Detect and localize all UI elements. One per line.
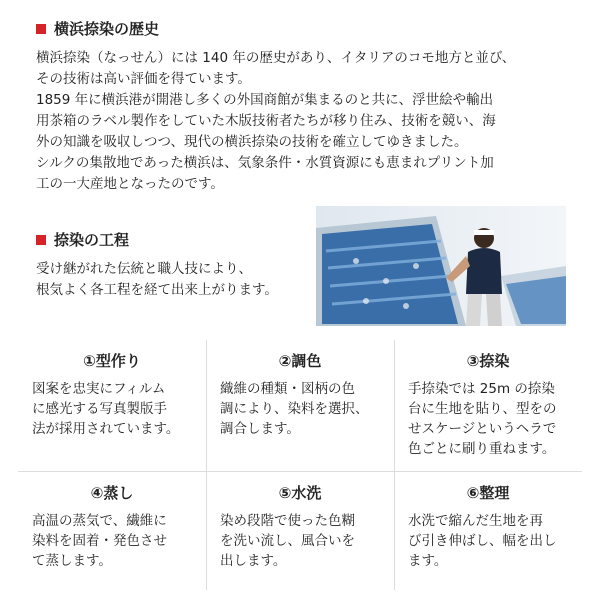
step-line: ます。 [408, 553, 448, 569]
step-card [206, 482, 394, 571]
step-line: を洗い流し、風合いを [220, 533, 355, 549]
step-line: て蒸します。 [32, 553, 112, 569]
step-line: 染め段階で使った色糊 [220, 513, 355, 529]
step-title: ③捺染 [466, 352, 510, 370]
process-line: 根気よく各工程を経て出来上がります。 [36, 282, 278, 298]
step-line: に感光する写真製版手 [32, 401, 167, 417]
step-line: 出します。 [220, 553, 287, 569]
printing-worker-illustration [316, 206, 566, 326]
red-square-icon [36, 235, 46, 245]
process-line: 受け継がれた伝統と職人技により、 [36, 261, 252, 277]
step-line: 調により、染料を選択、 [220, 401, 369, 417]
process-paragraph [36, 259, 306, 301]
history-line: 用茶箱のラベル製作をしていた木版技術者たちが移り住み、技術を競い、海 [36, 113, 496, 129]
step-card [206, 350, 394, 439]
step-card [394, 350, 582, 459]
step-line: せスケージというヘラで [408, 421, 557, 437]
step-line: 手捺染では 25m の捺染 [408, 381, 555, 397]
process-section-title [36, 229, 129, 250]
red-square-icon [36, 24, 46, 34]
step-line: 調合します。 [220, 421, 300, 437]
history-line: 外の知識を吸収しつつ、現代の横浜捺染の技術を確立してゆきました。 [36, 134, 468, 150]
step-card [18, 350, 206, 439]
workshop-photo [316, 206, 566, 326]
step-line: 織維の種類・図柄の色 [220, 381, 355, 397]
history-section-title [36, 18, 159, 39]
step-line: 水洗で縮んだ生地を再 [408, 513, 543, 529]
process-steps-grid [18, 340, 582, 590]
step-card [18, 482, 206, 571]
history-line: その技術は高い評価を得ています。 [36, 71, 251, 87]
history-paragraph [36, 48, 576, 195]
step-title: ④蒸し [90, 484, 134, 502]
step-line: 法が採用されています。 [32, 421, 180, 437]
step-line: 染料を固着・発色させ [32, 533, 167, 549]
step-line: 色ごとに刷り重ねます。 [408, 441, 556, 457]
step-line: 図案を忠実にフィルム [32, 381, 166, 397]
step-line: び引き伸ばし、幅を出し [408, 533, 557, 549]
history-title-text: 横浜捺染の歴史 [54, 20, 160, 38]
history-line: 横浜捺染（なっせん）には 140 年の歴史があり、イタリアのコモ地方と並び、 [36, 50, 516, 66]
step-title: ⑤水洗 [278, 484, 322, 502]
history-line: 工の一大産地となったのです。 [36, 176, 224, 192]
step-line: 台に生地を貼り、型をの [408, 401, 557, 417]
step-title: ①型作り [83, 352, 141, 370]
step-title: ⑥整理 [466, 484, 510, 502]
history-line: シルクの集散地であった横浜は、気象条件・水質資源にも恵まれプリント加 [36, 155, 494, 171]
step-title: ②調色 [278, 352, 322, 370]
step-line: 高温の蒸気で、繊維に [32, 513, 167, 529]
process-title-text: 捺染の工程 [54, 231, 130, 249]
step-card [394, 482, 582, 571]
grid-divider [18, 471, 582, 472]
history-line: 1859 年に横浜港が開港し多くの外国商館が集まるのと共に、浮世絵や輸出 [36, 92, 494, 108]
